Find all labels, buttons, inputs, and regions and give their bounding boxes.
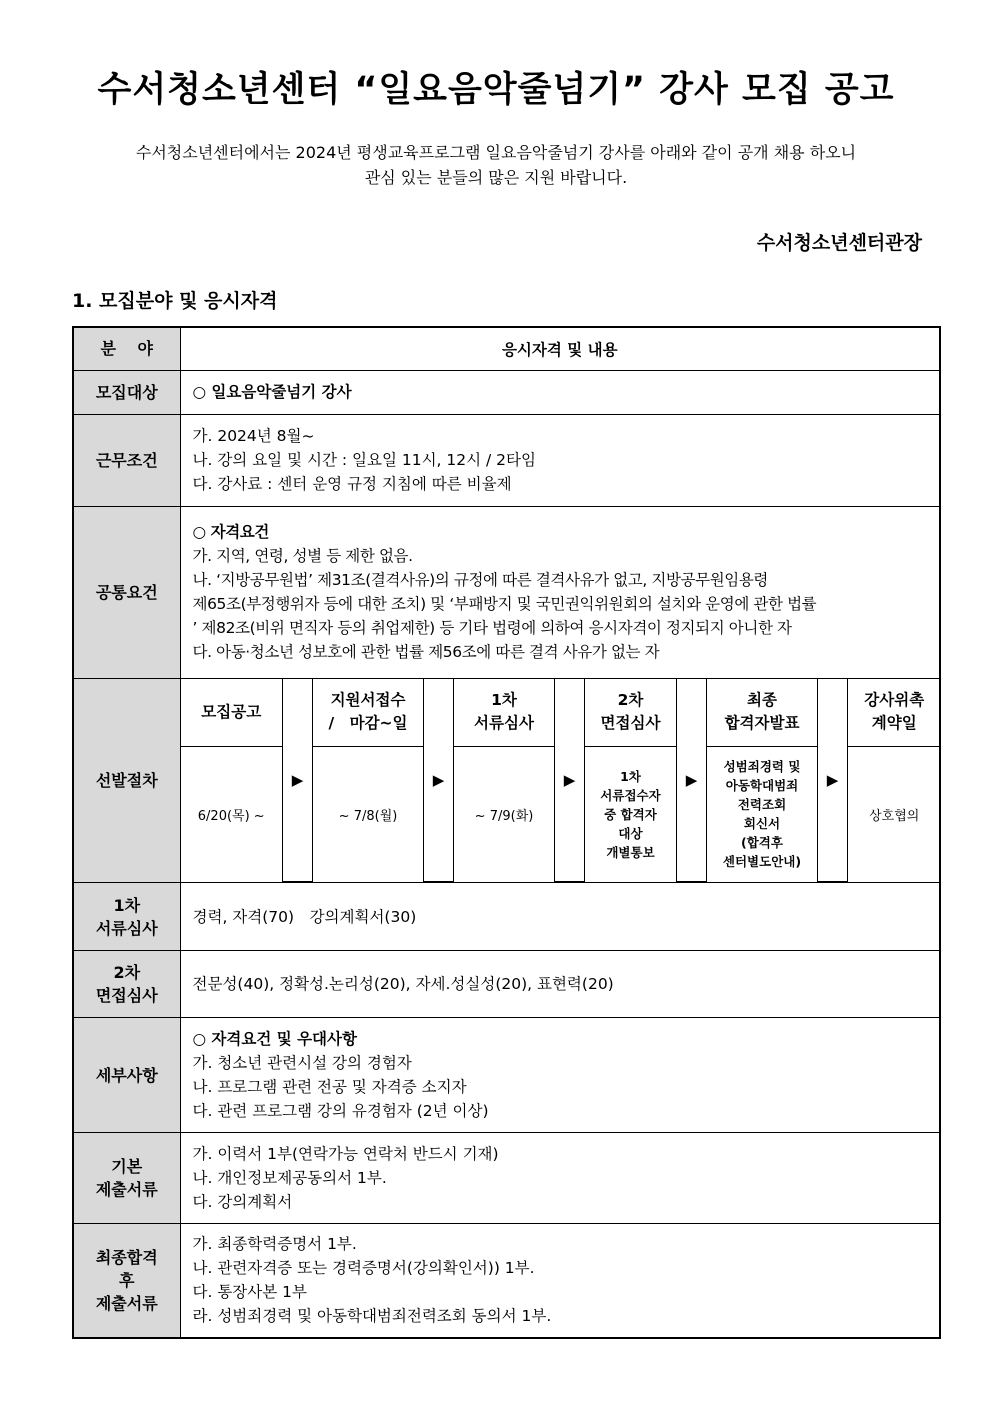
step-name-announcement: 모집공고: [181, 679, 283, 747]
section-heading: 1. 모집분야 및 응시자격: [72, 290, 278, 312]
intro-text: [60, 140, 932, 190]
row-final-documents: [73, 1224, 940, 1338]
row-work-conditions: [73, 414, 940, 506]
final-document-line: 나. 관련자격증 또는 경력증명서(강의확인서)) 1부.: [192, 1259, 535, 1278]
label-selection-process: 선발절차: [73, 678, 180, 883]
work-condition-line: 나. 강의 요일 및 시간 : 일요일 11시, 12시 / 2타임: [192, 451, 536, 469]
page-title: 수서청소년센터 “일요음악줄넘기” 강사 모집 공고: [97, 70, 895, 110]
label-common-requirements: 공통요건: [73, 506, 180, 678]
step-value-final-announcement: 성범죄경력 및 아동학대범죄 전력조회 회신서 (합격후 센터별도안내): [707, 747, 818, 882]
requirement-line: 가. 지역, 연령, 성별 등 제한 없음.: [192, 547, 413, 565]
label-recruit-target: 모집대상: [73, 370, 180, 414]
step-value-application: ~ 7/8(월): [313, 747, 424, 882]
step-value-interview: 1차 서류접수자 중 합격자 대상 개별통보: [585, 747, 677, 882]
final-document-line: 가. 최종학력증명서 1부.: [192, 1235, 357, 1254]
row-common-requirements: [73, 506, 940, 678]
arrow-icon: ▶: [677, 679, 707, 882]
label-document-review: 1차 서류심사: [73, 883, 180, 951]
document-review-content: 경력, 자격(70) 강의계획서(30): [192, 907, 417, 926]
step-value-document-review: ~ 7/9(화): [454, 747, 555, 882]
requirement-line: ’ 제82조(비위 면직자 등의 취업제한) 등 기타 법령에 의하여 응시자격이 정지되지 아니한 자: [192, 619, 792, 637]
intro-line-1: 수서청소년센터에서는 2024년 평생교육프로그램 일요음악줄넘기 강사를 아래와 같이 공개 채용 하오니: [135, 143, 857, 162]
basic-document-line: 다. 강의계획서: [192, 1193, 293, 1211]
step-value-contract: 상호협의: [848, 747, 941, 882]
header-field: 분 야: [73, 327, 180, 370]
step-name-document-review: 1차 서류심사: [454, 679, 555, 747]
arrow-icon: ▶: [424, 679, 454, 882]
signature: 수서청소년센터관장: [756, 232, 922, 254]
work-condition-line: 다. 강사료 : 센터 운영 규정 지침에 따른 비율제: [192, 475, 512, 493]
intro-line-2: 관심 있는 분들의 많은 지원 바랍니다.: [364, 168, 628, 187]
arrow-icon: ▶: [283, 679, 313, 882]
label-final-documents: 최종합격 후 제출서류: [73, 1224, 180, 1338]
row-document-review: [73, 883, 940, 951]
arrow-icon: ▶: [818, 679, 848, 882]
requirement-line: 다. 아동·청소년 성보호에 관한 법률 제56조에 따른 결격 사유가 없는 자: [192, 643, 660, 661]
row-recruit-target: [73, 370, 940, 414]
row-details: [73, 1018, 940, 1133]
basic-document-line: 가. 이력서 1부(연락가능 연락처 반드시 기재): [192, 1145, 499, 1163]
details-line: 가. 청소년 관련시설 강의 경험자: [192, 1054, 412, 1072]
table-header-row: [73, 327, 940, 370]
details-heading: ○ 자격요건 및 우대사항: [192, 1030, 357, 1048]
final-document-line: 다. 통장사본 1부: [192, 1283, 307, 1302]
requirement-line: 나. ‘지방공무원법’ 제31조(결격사유)의 규정에 따른 결격사유가 없고, 지방공무원임용령: [192, 571, 768, 589]
step-name-interview: 2차 면접심사: [585, 679, 677, 747]
recruitment-table: [72, 326, 941, 1339]
arrow-icon: ▶: [555, 679, 585, 882]
label-basic-documents: 기본 제출서류: [73, 1133, 180, 1224]
recruit-target-content: ○ 일요음악줄넘기 강사: [192, 383, 352, 401]
step-value-announcement: 6/20(목) ~: [181, 747, 283, 882]
row-basic-documents: [73, 1133, 940, 1224]
basic-document-line: 나. 개인정보제공동의서 1부.: [192, 1169, 387, 1187]
work-condition-line: 가. 2024년 8월~: [192, 427, 315, 445]
details-line: 나. 프로그램 관련 전공 및 자격증 소지자: [192, 1078, 467, 1096]
label-details: 세부사항: [73, 1018, 180, 1133]
header-content: 응시자격 및 내용: [180, 327, 940, 370]
label-interview: 2차 면접심사: [73, 951, 180, 1018]
final-document-line: 라. 성범죄경력 및 아동학대범죄전력조회 동의서 1부.: [192, 1307, 552, 1326]
row-selection-process: [73, 678, 940, 883]
step-name-application: 지원서접수 / 마감~일: [313, 679, 424, 747]
details-line: 다. 관련 프로그램 강의 유경험자 (2년 이상): [192, 1102, 489, 1120]
step-name-contract: 강사위촉 계약일: [848, 679, 941, 747]
row-interview: [73, 951, 940, 1018]
requirement-line: 제65조(부정행위자 등에 대한 조치) 및 ‘부패방지 및 국민권익위원회의 설치와 운영에 관한 법률: [192, 595, 817, 613]
step-name-final-announcement: 최종 합격자발표: [707, 679, 818, 747]
label-work-conditions: 근무조건: [73, 414, 180, 506]
selection-process-table: [181, 679, 941, 883]
common-requirements-heading: ○ 자격요건: [192, 523, 269, 541]
interview-content: 전문성(40), 정확성.논리성(20), 자세.성실성(20), 표현력(20): [192, 975, 614, 993]
